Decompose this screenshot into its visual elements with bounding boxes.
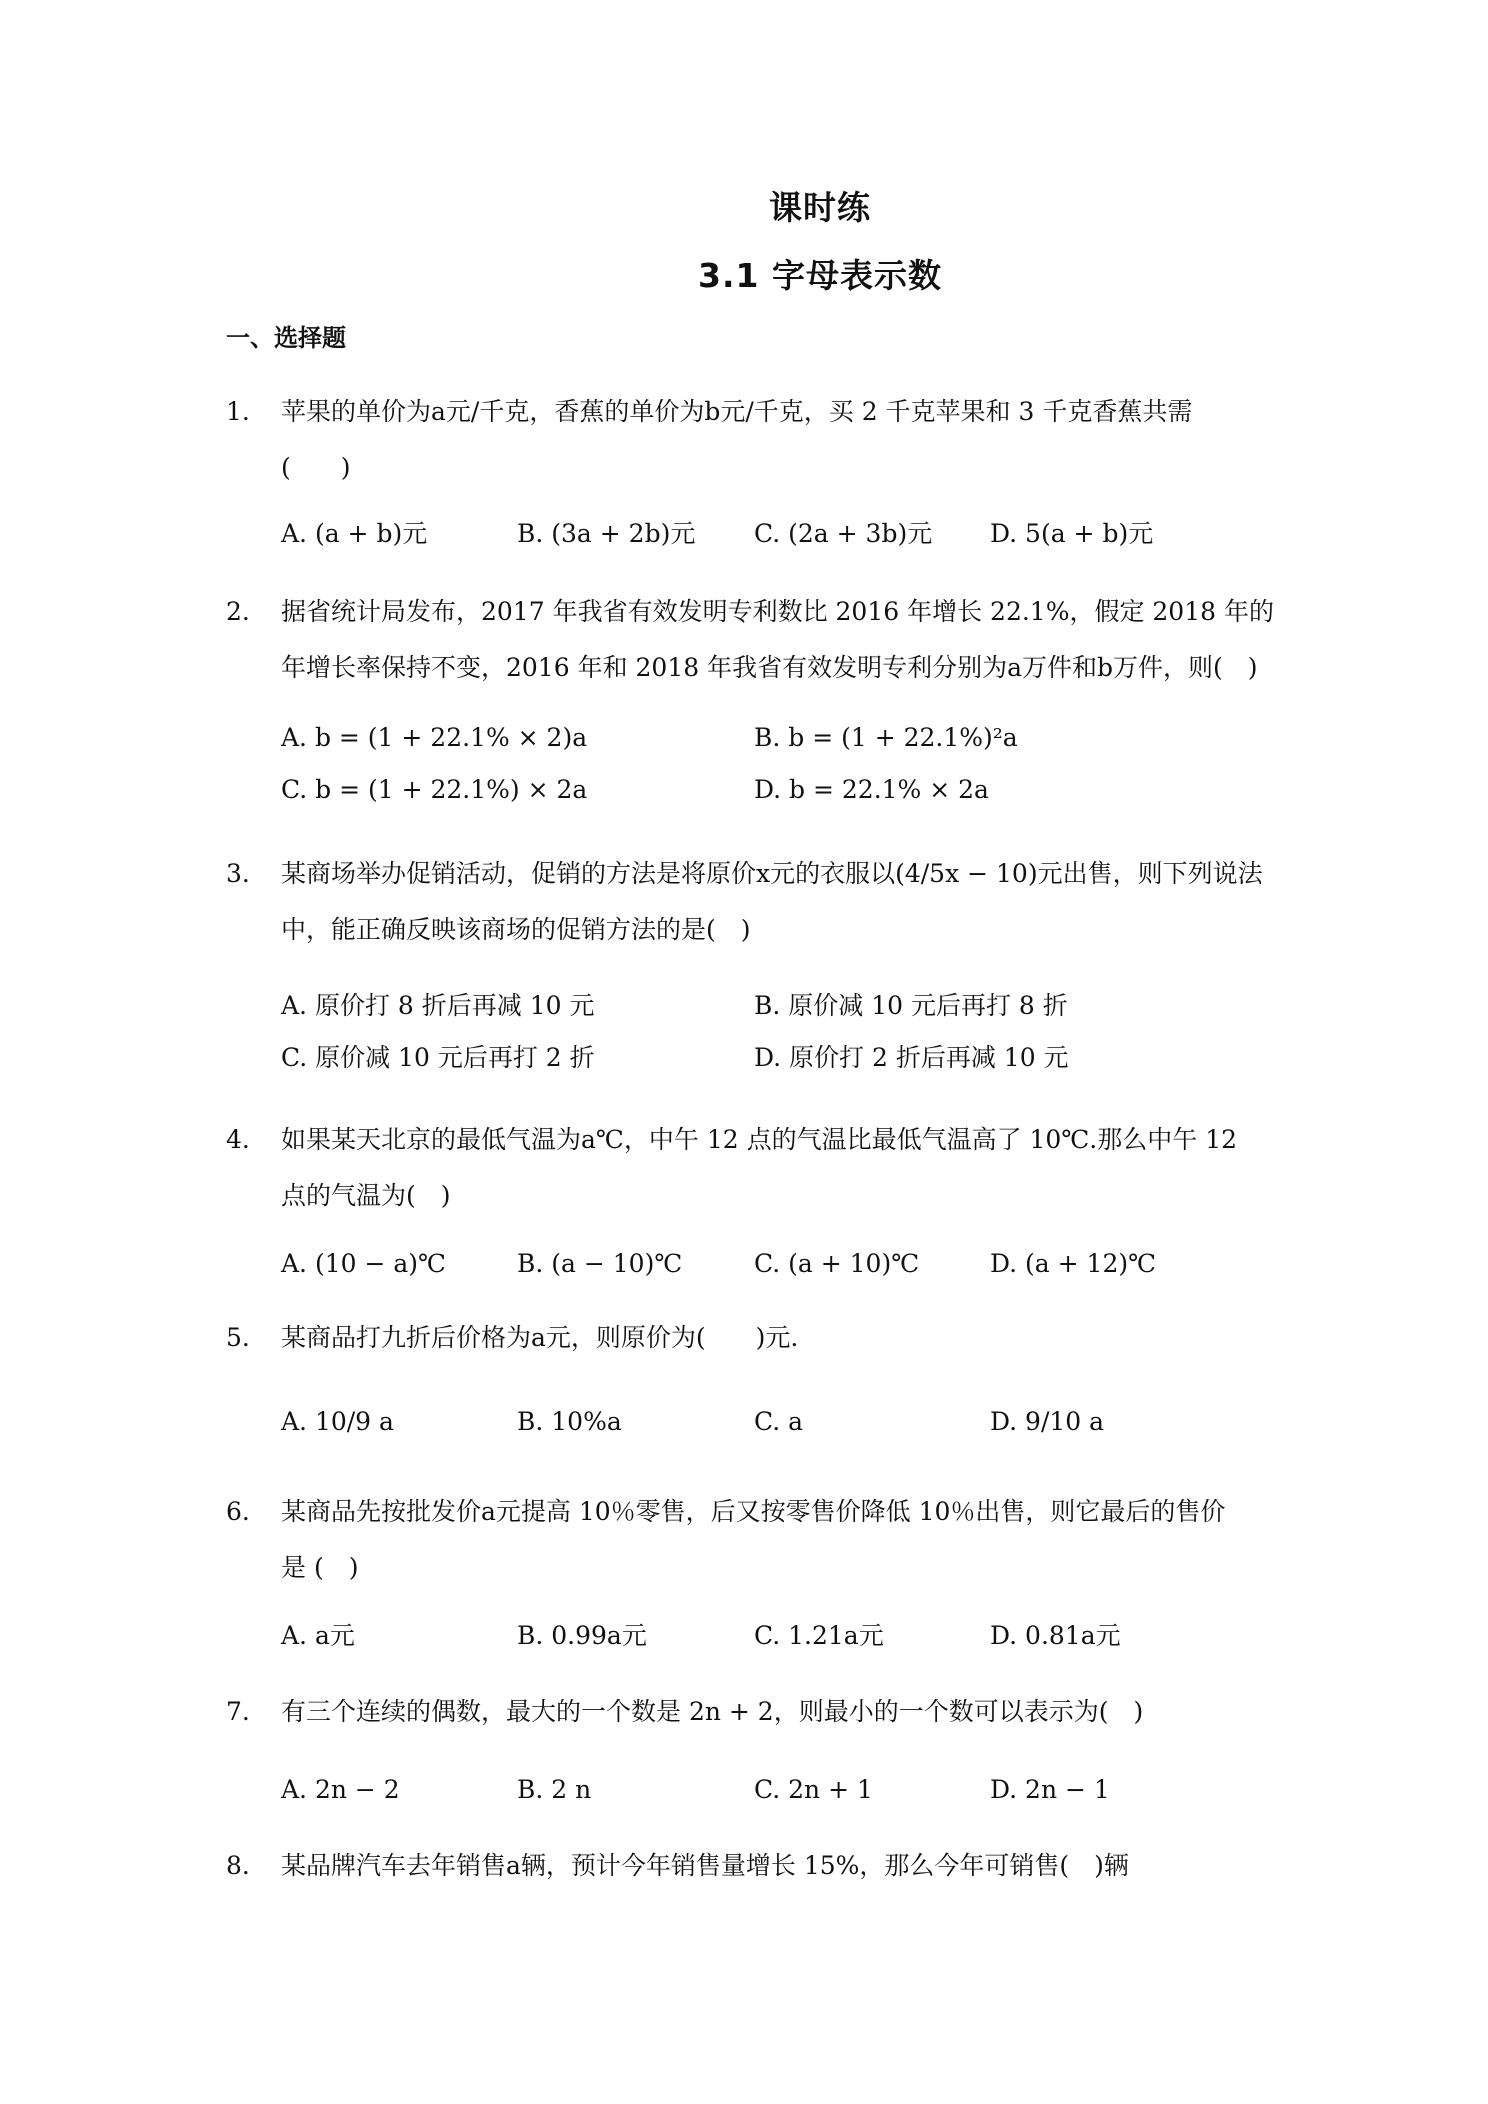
question-8 — [226, 1838, 1286, 1894]
question-text-line: 苹果的单价为a元/千克，香蕉的单价为b元/千克，买 2 千克苹果和 3 千克香蕉共需 — [281, 397, 1193, 426]
question-6 — [226, 1484, 1286, 1596]
option-b: B. 2 n — [517, 1775, 592, 1804]
option-d: D. 9/10 a — [990, 1407, 1105, 1436]
option-b: B. 0.99a元 — [517, 1621, 647, 1650]
option-c: C. a — [754, 1407, 804, 1436]
question-text-line: 中，能正确反映该商场的促销方法的是( ) — [281, 915, 751, 944]
question-number: 4. — [226, 1125, 250, 1154]
option-c: C. (a + 10)℃ — [754, 1249, 920, 1278]
question-3-options — [281, 980, 1281, 1084]
question-text-line: ( ) — [281, 453, 351, 482]
option-d: D. 0.81a元 — [990, 1621, 1121, 1650]
question-number: 3. — [226, 859, 250, 888]
option-a: A. b = (1 + 22.1% × 2)a — [281, 723, 588, 752]
page-title: 课时练 — [769, 188, 871, 227]
option-a: A. 原价打 8 折后再减 10 元 — [281, 991, 595, 1020]
question-text-line: 有三个连续的偶数，最大的一个数是 2n + 2，则最小的一个数可以表示为( ) — [281, 1697, 1144, 1726]
question-number: 2. — [226, 597, 250, 626]
question-text-line: 某品牌汽车去年销售a辆，预计今年销售量增长 15%，那么今年可销售( )辆 — [281, 1851, 1129, 1880]
option-d: D. 5(a + b)元 — [990, 519, 1154, 548]
question-2-options — [281, 712, 1281, 816]
question-text-line: 某商场举办促销活动，促销的方法是将原价x元的衣服以(4/5x − 10)元出售，则下列说法 — [281, 859, 1263, 888]
option-b: B. 10%a — [517, 1407, 622, 1436]
question-5-options — [281, 1396, 1281, 1448]
question-4-options — [281, 1238, 1281, 1290]
option-a: A. (10 − a)℃ — [281, 1249, 446, 1278]
option-b: B. b = (1 + 22.1%)²a — [754, 723, 1018, 752]
option-d: D. 原价打 2 折后再减 10 元 — [754, 1043, 1069, 1072]
option-a: A. 10/9 a — [281, 1407, 394, 1436]
option-d: D. 2n − 1 — [990, 1775, 1110, 1804]
option-d: D. (a + 12)℃ — [990, 1249, 1157, 1278]
option-c: C. 1.21a元 — [754, 1621, 884, 1650]
option-c: C. 2n + 1 — [754, 1775, 873, 1804]
question-5 — [226, 1310, 1286, 1366]
option-a: A. (a + b)元 — [281, 519, 428, 548]
question-number: 6. — [226, 1497, 250, 1526]
section-heading: 一、选择题 — [226, 324, 346, 352]
question-7 — [226, 1684, 1286, 1740]
option-b: B. 原价减 10 元后再打 8 折 — [754, 991, 1068, 1020]
question-2 — [226, 584, 1286, 696]
option-d: D. b = 22.1% × 2a — [754, 775, 989, 804]
question-text-line: 如果某天北京的最低气温为a℃，中午 12 点的气温比最低气温高了 10℃.那么中午 12 — [281, 1125, 1238, 1154]
question-text-line: 年增长率保持不变，2016 年和 2018 年我省有效发明专利分别为a万件和b万件，则( ) — [281, 653, 1258, 682]
question-number: 8. — [226, 1851, 250, 1880]
page-subtitle: 3.1 字母表示数 — [698, 256, 942, 295]
question-number: 1. — [226, 397, 250, 426]
question-text-line: 点的气温为( ) — [281, 1181, 451, 1210]
question-1 — [226, 384, 1286, 496]
option-c: C. 原价减 10 元后再打 2 折 — [281, 1043, 595, 1072]
question-text-line: 某商品打九折后价格为a元，则原价为( )元. — [281, 1323, 799, 1352]
question-1-options — [281, 508, 1281, 560]
question-4 — [226, 1112, 1286, 1224]
question-3 — [226, 846, 1286, 958]
option-c: C. b = (1 + 22.1%) × 2a — [281, 775, 588, 804]
question-number: 7. — [226, 1697, 250, 1726]
question-number: 5. — [226, 1323, 250, 1352]
option-a: A. a元 — [281, 1621, 355, 1650]
option-b: B. (a − 10)℃ — [517, 1249, 683, 1278]
question-7-options — [281, 1764, 1281, 1816]
question-6-options — [281, 1610, 1281, 1662]
question-text-line: 某商品先按批发价a元提高 10％零售，后又按零售价降低 10％出售，则它最后的售价 — [281, 1497, 1226, 1526]
question-text-line: 据省统计局发布，2017 年我省有效发明专利数比 2016 年增长 22.1%，假定 2018 年的 — [281, 597, 1274, 626]
option-b: B. (3a + 2b)元 — [517, 519, 696, 548]
option-a: A. 2n − 2 — [281, 1775, 400, 1804]
option-c: C. (2a + 3b)元 — [754, 519, 933, 548]
question-text-line: 是 ( ) — [281, 1553, 359, 1582]
